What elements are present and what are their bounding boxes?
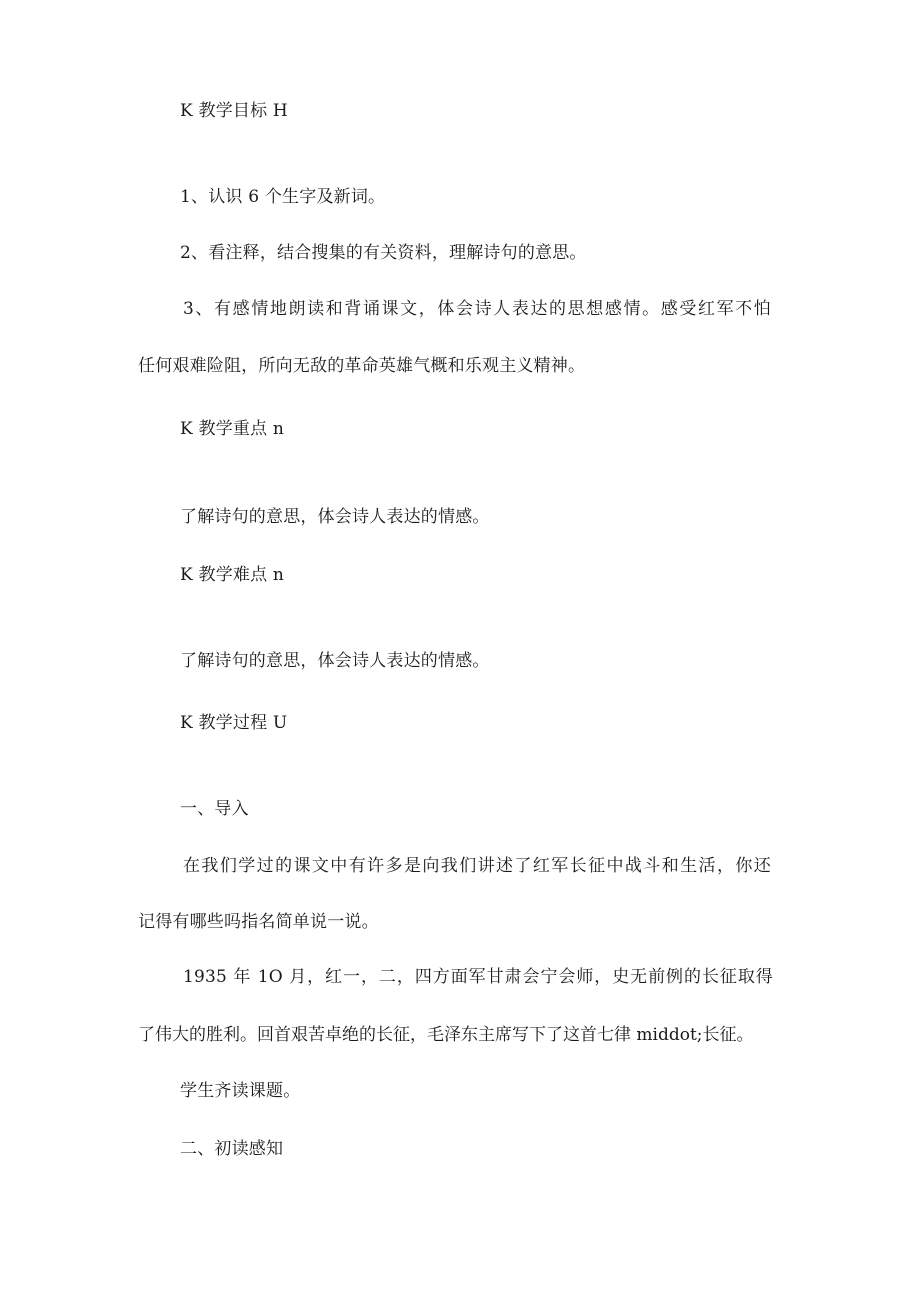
objective-2: 2、看注释，结合搜集的有关资料，理解诗句的意思。 xyxy=(180,243,587,263)
objective-1: 1、认识 6 个生字及新词。 xyxy=(180,187,386,207)
heading-teaching-objectives: K 教学目标 H xyxy=(180,101,288,121)
students-read-title: 学生齐读课题。 xyxy=(180,1081,301,1101)
key-points-text: 了解诗句的意思，体会诗人表达的情感。 xyxy=(180,507,490,527)
objective-3-line-1: 3、有感情地朗读和背诵课文，体会诗人表达的思想感情。感受红军不怕 xyxy=(183,299,771,319)
difficulties-text: 了解诗句的意思，体会诗人表达的情感。 xyxy=(180,651,490,671)
intro-paragraph-line-2: 记得有哪些吗指名简单说一说。 xyxy=(138,912,379,932)
heading-difficulties: K 教学难点 n xyxy=(180,565,285,585)
history-paragraph-line-2: 了伟大的胜利。回首艰苦卓绝的长征，毛泽东主席写下了这首七律 middot;长征。 xyxy=(138,1025,754,1045)
intro-paragraph-line-1: 在我们学过的课文中有许多是向我们讲述了红军长征中战斗和生活，你还 xyxy=(183,856,771,876)
history-paragraph-line-1: 1935 年 1O 月，红一，二，四方面军甘肃会宁会师，史无前例的长征取得 xyxy=(183,967,773,987)
heading-key-points: K 教学重点 n xyxy=(180,419,285,439)
heading-teaching-process: K 教学过程 U xyxy=(180,713,288,733)
objective-3-line-2: 任何艰难险阻，所向无敌的革命英雄气概和乐观主义精神。 xyxy=(138,356,586,376)
section-1-title: 一、导入 xyxy=(180,799,249,819)
section-2-title: 二、初读感知 xyxy=(180,1139,284,1159)
